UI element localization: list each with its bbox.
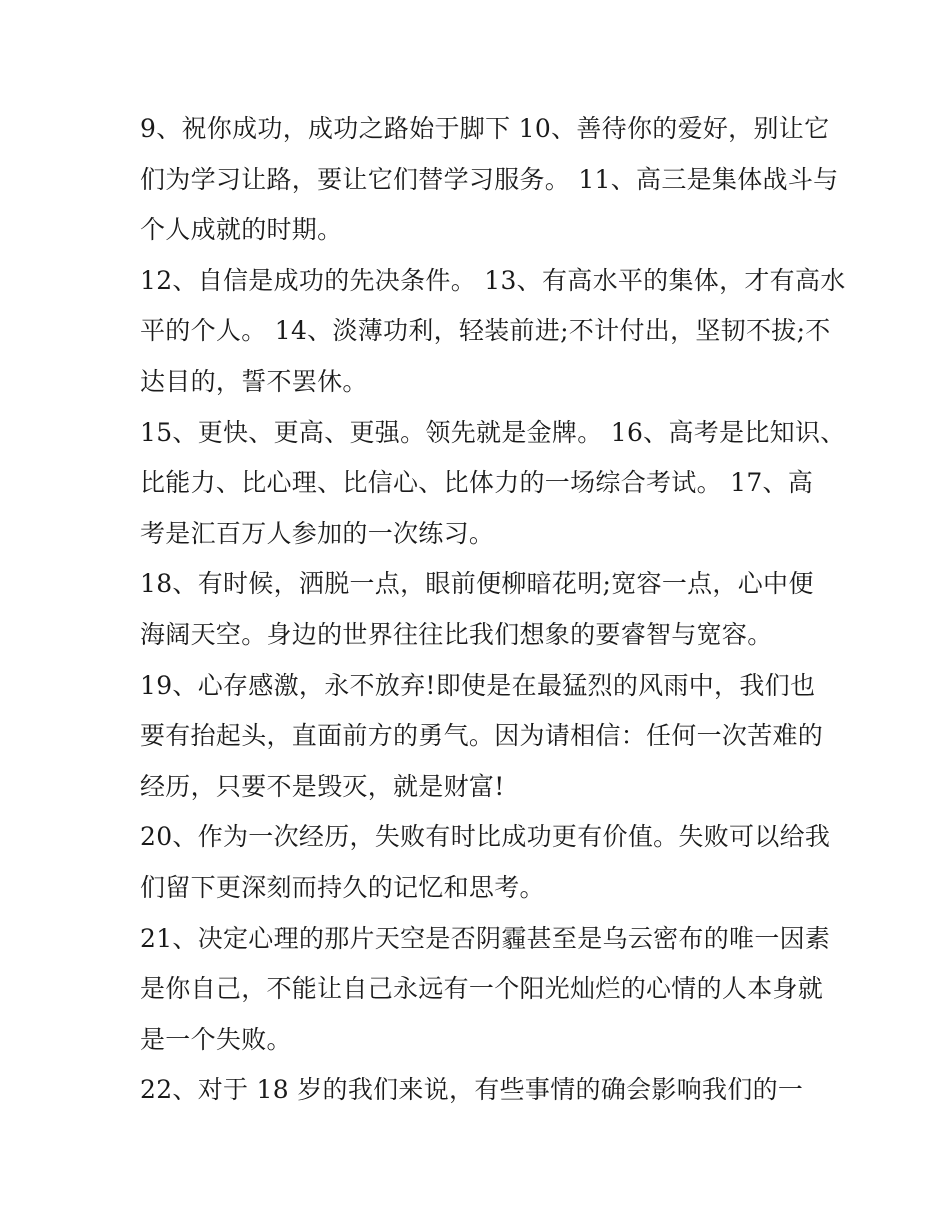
text-line: 是一个失败。 — [140, 1024, 292, 1054]
text-line: 达目的，誓不罢休。 — [140, 366, 368, 396]
text-line: 比能力、比心理、比信心、比体力的一场综合考试。 17、高 — [140, 468, 814, 498]
text-line: 平的个人。 14、淡薄功利，轻装前进;不计付出，坚韧不拔;不 — [140, 316, 831, 346]
text-line: 19、心存感激，永不放弃!即使是在最猛烈的风雨中，我们也 — [140, 670, 816, 700]
text-line: 们为学习让路，要让它们替学习服务。 11、高三是集体战斗与 — [140, 164, 839, 194]
text-line: 是你自己，不能让自己永远有一个阳光灿烂的心情的人本身就 — [140, 974, 824, 1004]
text-line: 们留下更深刻而持久的记忆和思考。 — [140, 872, 545, 902]
text-line: 要有抬起头，直面前方的勇气。因为请相信：任何一次苦难的 — [140, 721, 824, 751]
text-line: 个人成就的时期。 — [140, 215, 343, 245]
text-line: 18、有时候，洒脱一点，眼前便柳暗花明;宽容一点，心中便 — [140, 569, 814, 599]
text-line: 12、自信是成功的先决条件。 13、有高水平的集体，才有高水 — [140, 265, 846, 295]
text-line: 海阔天空。身边的世界往往比我们想象的要睿智与宽容。 — [140, 619, 773, 649]
text-line: 9、祝你成功，成功之路始于脚下 10、善待你的爱好，别让它 — [140, 114, 830, 143]
document-body — [140, 104, 846, 1116]
text-line: 经历，只要不是毁灭，就是财富! — [140, 771, 505, 801]
text-line: 15、更快、更高、更强。领先就是金牌。 16、高考是比知识、 — [140, 417, 846, 447]
text-line: 22、对于 18 岁的我们来说，有些事情的确会影响我们的一 — [140, 1075, 804, 1105]
text-line: 21、决定心理的那片天空是否阴霾甚至是乌云密布的唯一因素 — [140, 923, 831, 953]
text-line: 20、作为一次经历，失败有时比成功更有价值。失败可以给我 — [140, 822, 831, 852]
text-line: 考是汇百万人参加的一次练习。 — [140, 518, 495, 548]
